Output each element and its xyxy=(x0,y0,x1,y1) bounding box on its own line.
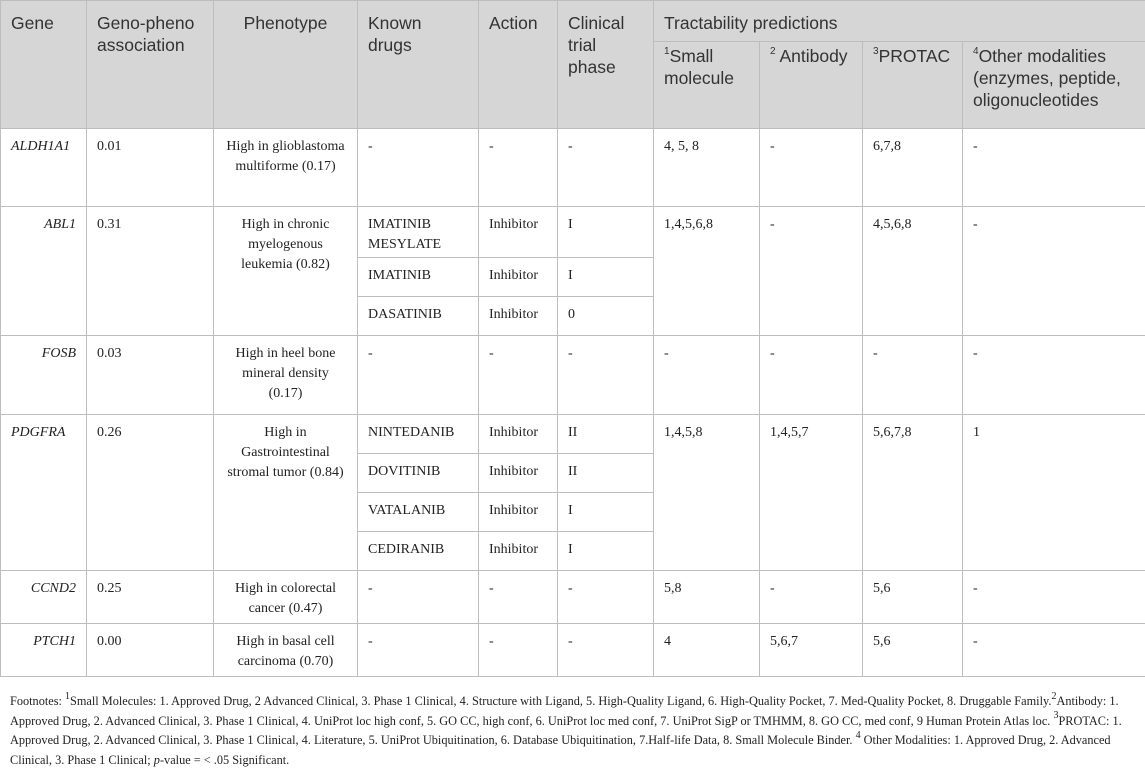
phenotype-cell: High in glioblastoma multiforme (0.17) xyxy=(214,129,358,207)
other-modalities-cell: - xyxy=(963,336,1145,415)
action-cell: Inhibitor xyxy=(479,532,558,571)
antibody-cell: 1,4,5,7 xyxy=(760,415,863,571)
table-row xyxy=(1,415,1145,454)
gene-cell: PDGFRA xyxy=(1,415,87,571)
antibody-cell: - xyxy=(760,571,863,624)
protac-cell: 6,7,8 xyxy=(863,129,963,207)
drug-cell: CEDIRANIB xyxy=(358,532,479,571)
drug-cell: IMATINIB MESYLATE xyxy=(358,207,479,258)
gene-cell: FOSB xyxy=(1,336,87,415)
phase-cell: I xyxy=(558,207,654,258)
drug-cell: DOVITINIB xyxy=(358,454,479,493)
phenotype-cell: High in heel bone mineral density (0.17) xyxy=(214,336,358,415)
phase-cell: II xyxy=(558,415,654,454)
footnotes: Footnotes: $^1$Small Molecules: 1. Approved Drug, 2 Advanced Clinical, 3. Phase 1 Clinical, 4. Structure with Ligand, 5. High-Quality Ligand, 6. High-Quality Pocket, 7. Med-Quality Pocket, 8. Druggable Family.$^2$Antibody: 1. Approved Drug, 2. Advanced Clinical, 3. Phase 1 Clinical, 4. UniProt loc high conf, 5. GO CC, high conf, 6. UniProt loc med conf, 7. UniProt SigP or TMHMM, 8. GO CC, med conf, 9 Human Protein Atlas loc. $^3$PROTAC: 1. Approved Drug, 2. Advanced Clinical, 3. Phase 1 Clinical, 4. Literature, 5. UniProt Ubiquitination, 6. Database Ubiquitination, 7.Half-life Data, 8. Small Molecule Binder. $^4$ Other Modalities: 1. Approved Drug, 2. Advanced Clinical, 3. Phase 1 Clinical; p-value = < .05 Significant. xyxy=(10,690,1122,767)
header-tractability: Tractability predictions xyxy=(654,1,1145,42)
small-molecule-cell: 5,8 xyxy=(654,571,760,624)
action-cell: Inhibitor xyxy=(479,207,558,258)
header-small-molecule: $^1$Small molecule xyxy=(654,42,760,129)
small-molecule-cell: 4, 5, 8 xyxy=(654,129,760,207)
header-action: Action xyxy=(479,1,558,129)
drug-cell: - xyxy=(358,624,479,677)
action-cell: Inhibitor xyxy=(479,258,558,297)
phase-cell: I xyxy=(558,258,654,297)
other-modalities-cell: - xyxy=(963,207,1145,336)
other-modalities-cell: 1 xyxy=(963,415,1145,571)
action-cell: - xyxy=(479,571,558,624)
protac-cell: 4,5,6,8 xyxy=(863,207,963,336)
small-molecule-cell: 4 xyxy=(654,624,760,677)
antibody-cell: 5,6,7 xyxy=(760,624,863,677)
association-cell: 0.31 xyxy=(87,207,214,336)
phenotype-cell: High in colorectal cancer (0.47) xyxy=(214,571,358,624)
action-cell: Inhibitor xyxy=(479,297,558,336)
header-clinical-phase: Clinical trial phase xyxy=(558,1,654,129)
action-cell: - xyxy=(479,336,558,415)
phenotype-cell: High in Gastrointestinal stromal tumor (0.84) xyxy=(214,415,358,571)
gene-cell: PTCH1 xyxy=(1,624,87,677)
protac-cell: 5,6 xyxy=(863,571,963,624)
action-cell: Inhibitor xyxy=(479,415,558,454)
drug-cell: IMATINIB xyxy=(358,258,479,297)
association-cell: 0.01 xyxy=(87,129,214,207)
phenotype-cell: High in chronic myelogenous leukemia (0.82) xyxy=(214,207,358,336)
table-row xyxy=(1,129,1145,207)
header-protac: $^3$PROTAC xyxy=(863,42,963,129)
association-cell: 0.25 xyxy=(87,571,214,624)
phenotype-cell: High in basal cell carcinoma (0.70) xyxy=(214,624,358,677)
other-modalities-cell: - xyxy=(963,571,1145,624)
table-row xyxy=(1,336,1145,415)
action-cell: - xyxy=(479,624,558,677)
table-row xyxy=(1,207,1145,258)
protac-cell: 5,6 xyxy=(863,624,963,677)
small-molecule-cell: 1,4,5,6,8 xyxy=(654,207,760,336)
phase-cell: - xyxy=(558,571,654,624)
phase-cell: - xyxy=(558,624,654,677)
table-row xyxy=(1,571,1145,624)
antibody-cell: - xyxy=(760,129,863,207)
association-cell: 0.00 xyxy=(87,624,214,677)
gene-cell: ABL1 xyxy=(1,207,87,336)
antibody-cell: - xyxy=(760,336,863,415)
protac-cell: 5,6,7,8 xyxy=(863,415,963,571)
gene-cell: CCND2 xyxy=(1,571,87,624)
drug-cell: NINTEDANIB xyxy=(358,415,479,454)
header-phenotype: Phenotype xyxy=(214,1,358,129)
drug-cell: - xyxy=(358,129,479,207)
association-cell: 0.26 xyxy=(87,415,214,571)
phase-cell: - xyxy=(558,336,654,415)
action-cell: Inhibitor xyxy=(479,493,558,532)
action-cell: Inhibitor xyxy=(479,454,558,493)
gene-cell: ALDH1A1 xyxy=(1,129,87,207)
header-gene: Gene xyxy=(1,1,87,129)
protac-cell: - xyxy=(863,336,963,415)
other-modalities-cell: - xyxy=(963,129,1145,207)
action-cell: - xyxy=(479,129,558,207)
table-row xyxy=(1,624,1145,677)
phase-cell: II xyxy=(558,454,654,493)
drug-cell: - xyxy=(358,571,479,624)
drug-cell: VATALANIB xyxy=(358,493,479,532)
header-association: Geno-pheno association xyxy=(87,1,214,129)
phase-cell: I xyxy=(558,493,654,532)
phase-cell: I xyxy=(558,532,654,571)
phase-cell: - xyxy=(558,129,654,207)
small-molecule-cell: 1,4,5,8 xyxy=(654,415,760,571)
drug-cell: DASATINIB xyxy=(358,297,479,336)
header-known-drugs: Known drugs xyxy=(358,1,479,129)
association-cell: 0.03 xyxy=(87,336,214,415)
small-molecule-cell: - xyxy=(654,336,760,415)
header-other-modalities: $^4$Other modalities (enzymes, peptide, oligonucleotides xyxy=(963,42,1145,129)
header-antibody: $^2$ Antibody xyxy=(760,42,863,129)
other-modalities-cell: - xyxy=(963,624,1145,677)
phase-cell: 0 xyxy=(558,297,654,336)
drug-cell: - xyxy=(358,336,479,415)
antibody-cell: - xyxy=(760,207,863,336)
